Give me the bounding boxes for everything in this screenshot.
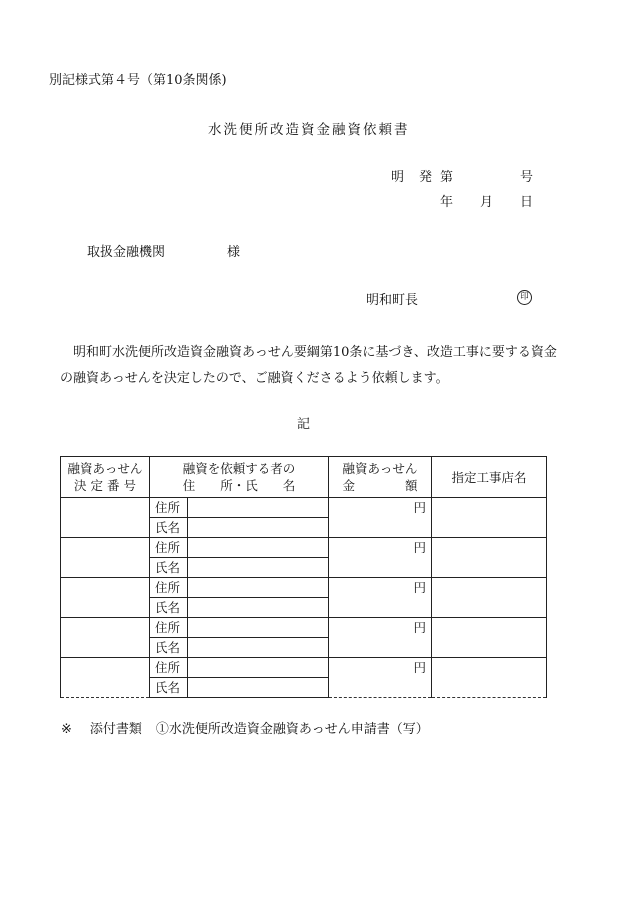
header-amount: 融資あっせん 金 額 — [329, 457, 432, 498]
date-year: 年 — [440, 195, 454, 210]
document-number — [391, 166, 533, 184]
contractor-cell[interactable] — [432, 578, 547, 618]
address-label: 住所 — [150, 618, 188, 638]
date-month: 月 — [480, 195, 494, 210]
contractor-cell[interactable] — [432, 538, 547, 578]
decision-number-cell[interactable] — [61, 618, 150, 658]
name-cell[interactable] — [188, 638, 329, 658]
contractor-cell[interactable] — [432, 618, 547, 658]
sender-name: 明和町長 — [366, 293, 419, 308]
addressee — [87, 241, 241, 260]
header-contractor: 指定工事店名 — [432, 457, 547, 498]
decision-number-cell[interactable] — [61, 658, 150, 698]
table-row — [61, 498, 547, 518]
amount-cell[interactable]: 円 — [329, 658, 432, 698]
name-label: 氏名 — [150, 598, 188, 618]
header-applicant: 融資を依頼する者の 住 所・氏 名 — [150, 457, 329, 498]
amount-cell[interactable]: 円 — [329, 538, 432, 578]
address-label: 住所 — [150, 658, 188, 678]
number-prefix-hatsu: 発 — [419, 170, 433, 185]
amount-cell[interactable]: 円 — [329, 578, 432, 618]
decision-number-cell[interactable] — [61, 498, 150, 538]
address-cell[interactable] — [188, 538, 329, 558]
table-row — [61, 618, 547, 638]
name-label: 氏名 — [150, 638, 188, 658]
amount-cell[interactable]: 円 — [329, 498, 432, 538]
body-paragraph: 明和町水洗便所改造資金融資あっせん要綱第10条に基づき、改造工事に要する資金の融資あっせんを決定したので、ご融資くださるよう依頼します。 — [60, 345, 557, 386]
name-cell[interactable] — [188, 558, 329, 578]
table-header-row — [61, 457, 547, 498]
address-cell[interactable] — [188, 578, 329, 598]
decision-number-cell[interactable] — [61, 578, 150, 618]
address-cell[interactable] — [188, 658, 329, 678]
address-label: 住所 — [150, 538, 188, 558]
table-row — [61, 658, 547, 678]
addressee-honorific: 様 — [227, 245, 241, 260]
table-row — [61, 578, 547, 598]
header-decision-number: 融資あっせん 決 定 番 号 — [61, 457, 150, 498]
loan-request-table — [60, 456, 547, 698]
table-row — [61, 538, 547, 558]
addressee-name: 取扱金融機関 — [87, 245, 166, 260]
amount-cell[interactable]: 円 — [329, 618, 432, 658]
contractor-cell[interactable] — [432, 658, 547, 698]
seal-mark: 印 — [517, 290, 532, 305]
name-cell[interactable] — [188, 518, 329, 538]
name-label: 氏名 — [150, 678, 188, 698]
date-day: 日 — [520, 195, 534, 210]
address-cell[interactable] — [188, 498, 329, 518]
ki-heading: 記 — [297, 417, 311, 432]
name-cell[interactable] — [188, 678, 329, 698]
note-mark: ※ — [61, 722, 72, 737]
name-label: 氏名 — [150, 558, 188, 578]
number-prefix-mei: 明 — [391, 170, 405, 185]
address-label: 住所 — [150, 498, 188, 518]
number-prefix-dai: 第 — [440, 170, 454, 185]
document-title: 水洗便所改造資金融資依頼書 — [208, 122, 410, 138]
number-suffix-go: 号 — [520, 170, 534, 185]
attachment-note — [61, 718, 429, 737]
attachment-label: 添付書類 — [89, 722, 142, 737]
form-reference: 別記様式第４号（第10条関係) — [49, 73, 227, 88]
name-label: 氏名 — [150, 518, 188, 538]
address-label: 住所 — [150, 578, 188, 598]
document-date — [440, 191, 533, 209]
decision-number-cell[interactable] — [61, 538, 150, 578]
name-cell[interactable] — [188, 598, 329, 618]
contractor-cell[interactable] — [432, 498, 547, 538]
address-cell[interactable] — [188, 618, 329, 638]
attachment-item: ①水洗便所改造資金融資あっせん申請書（写） — [155, 722, 429, 737]
